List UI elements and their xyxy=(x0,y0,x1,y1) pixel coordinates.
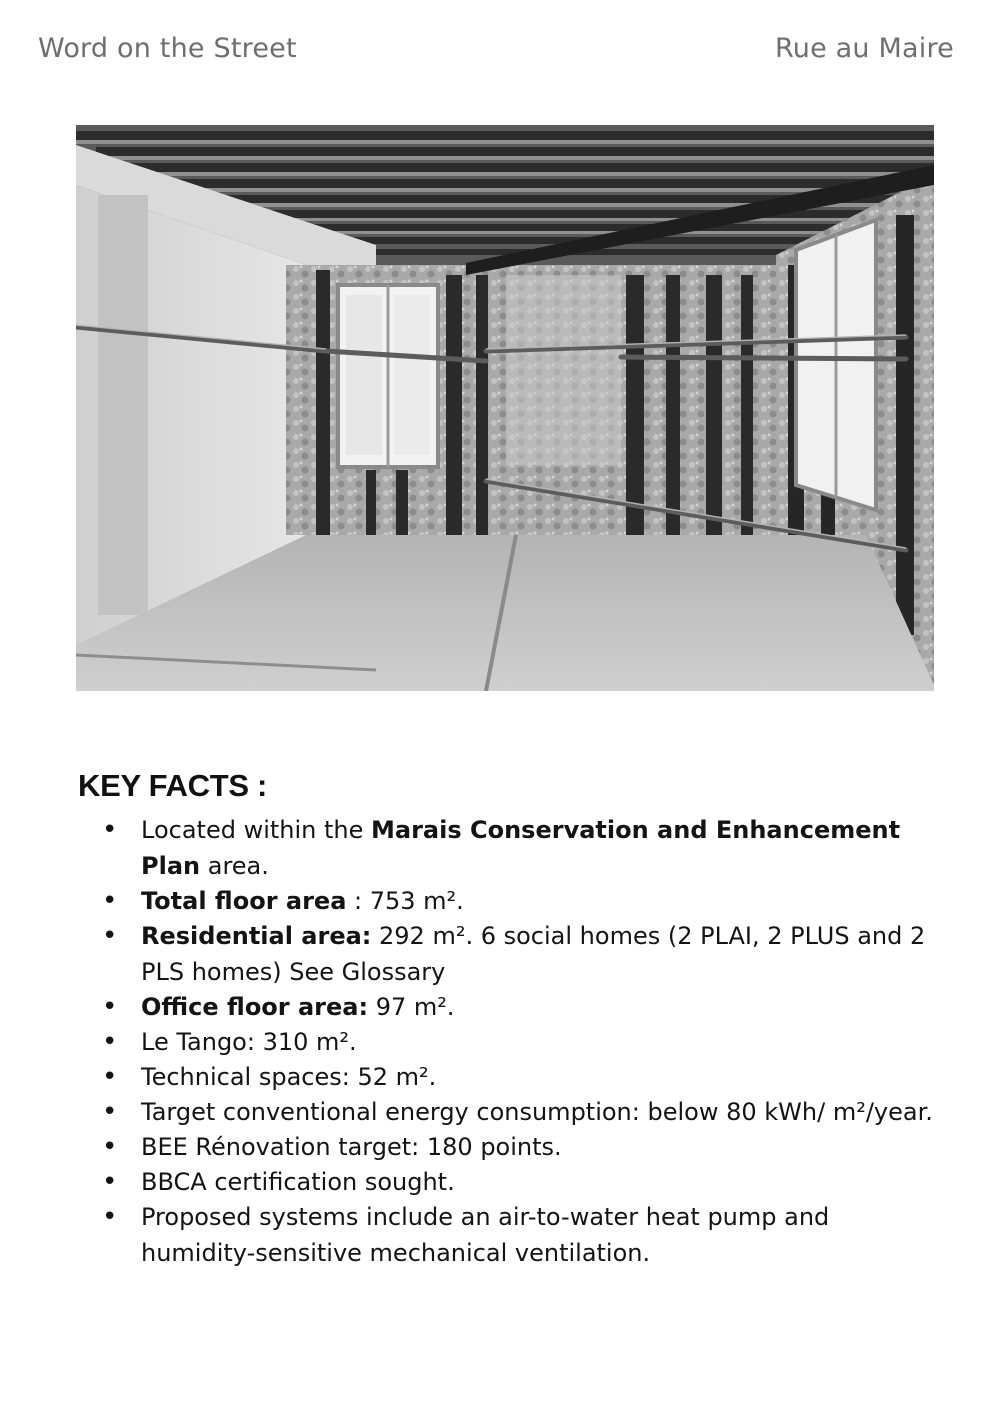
key-fact-text: Le Tango: 310 m². xyxy=(141,1028,357,1056)
key-fact-item xyxy=(78,918,948,990)
interior-photo-illustration xyxy=(76,125,934,691)
key-fact-item xyxy=(78,989,948,1025)
key-fact-bold-text: Residential area: xyxy=(141,922,372,950)
key-fact-item xyxy=(78,1094,948,1130)
key-fact-text: area. xyxy=(200,852,269,880)
key-fact-bold-text: Total floor area xyxy=(141,887,347,915)
key-fact-text: 292 m². 6 social homes (2 PLAI, 2 PLUS and 2 PLS homes) See Glossary xyxy=(141,922,926,986)
key-fact-text: : 753 m². xyxy=(346,887,464,915)
key-fact-bold-text: Marais Conservation and Enhancement Plan xyxy=(141,816,901,880)
key-fact-text: Technical spaces: 52 m². xyxy=(141,1063,437,1091)
key-fact-item xyxy=(78,1059,948,1095)
key-fact-item xyxy=(78,812,948,884)
key-fact-text: BBCA certification sought. xyxy=(141,1168,455,1196)
key-fact-text: Proposed systems include an air-to-water heat pump and humidity-sensitive mechanical ventilation. xyxy=(141,1203,830,1267)
key-fact-bold-text: Office floor area: xyxy=(141,993,369,1021)
header-left-title: Word on the Street xyxy=(38,33,297,64)
key-fact-text: 97 m². xyxy=(368,993,455,1021)
header-right-title: Rue au Maire xyxy=(775,33,954,64)
key-fact-text: Target conventional energy consumption: below 80 kWh/ m²/year. xyxy=(141,1098,933,1126)
key-facts-heading: KEY FACTS : xyxy=(78,768,268,803)
key-fact-text: BEE Rénovation target: 180 points. xyxy=(141,1133,562,1161)
key-fact-item xyxy=(78,1129,948,1165)
key-facts-list xyxy=(78,812,948,1270)
key-fact-item xyxy=(78,1199,948,1271)
key-fact-item xyxy=(78,883,948,919)
key-fact-item xyxy=(78,1164,948,1200)
interior-photo xyxy=(76,125,934,691)
key-fact-item xyxy=(78,1024,948,1060)
key-fact-text: Located within the xyxy=(141,816,372,844)
